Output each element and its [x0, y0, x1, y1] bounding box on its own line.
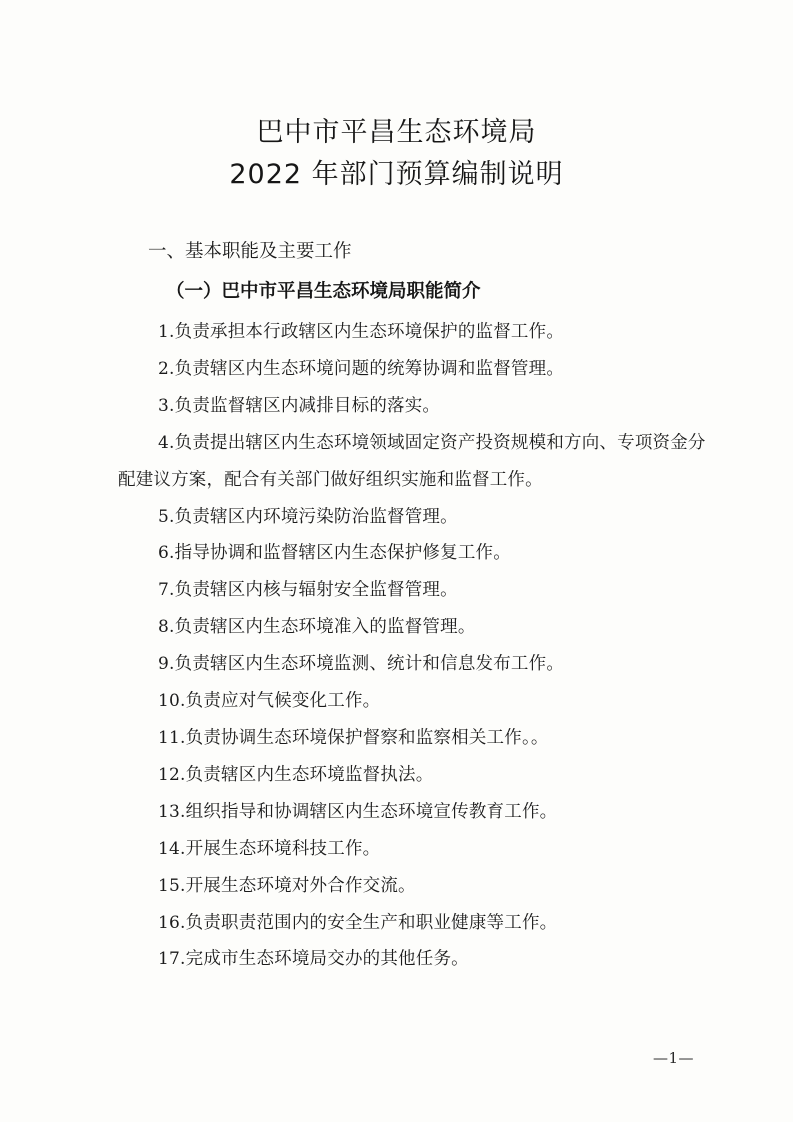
list-item-text: 负责辖区内生态环境准入的监督管理。 [174, 617, 476, 638]
list-item-number: 10. [158, 691, 186, 712]
list-item-number: 17. [158, 949, 186, 970]
list-item [118, 941, 718, 978]
list-item-text: 负责协调生态环境保护督察和监察相关工作。。 [185, 727, 549, 748]
list-item [118, 720, 718, 757]
list-item [118, 609, 718, 646]
list-item-number: 3. [158, 395, 175, 416]
page-number: —1— [653, 1049, 695, 1067]
title-line-1: 巴中市平昌生态环境局 [256, 117, 537, 148]
list-item [118, 757, 718, 794]
list-item [118, 794, 718, 831]
list-item-text: 负责辖区内生态环境监测、统计和信息发布工作。 [174, 654, 565, 675]
list-item-text: 指导协调和监督辖区内生态保护修复工作。 [174, 543, 511, 564]
list-item-text: 负责监督辖区内减排目标的落实。 [174, 395, 441, 416]
duty-list [118, 314, 718, 978]
title-line-2: 2022 年部门预算编制说明 [229, 159, 564, 190]
list-item [118, 425, 718, 499]
list-item-number: 12. [158, 764, 186, 785]
list-item-text: 负责辖区内生态环境监督执法。 [185, 764, 434, 785]
list-item-number: 16. [158, 912, 186, 933]
list-item-text: 组织指导和协调辖区内生态环境宣传教育工作。 [185, 801, 558, 822]
list-item [118, 314, 718, 351]
list-item [118, 572, 718, 609]
list-item-number: 15. [158, 875, 186, 896]
list-item-text: 负责提出辖区内生态环境领域固定资产投资规模和方向、专项资金分配建议方案，配合有关部门做好组织实施和监督工作。 [118, 432, 706, 490]
list-item-text: 负责应对气候变化工作。 [185, 691, 381, 712]
list-item [118, 499, 718, 536]
list-item-text: 负责辖区内生态环境问题的统筹协调和监督管理。 [174, 358, 565, 379]
list-item-number: 13. [158, 801, 186, 822]
list-item [118, 388, 718, 425]
list-item-text: 开展生态环境对外合作交流。 [185, 875, 416, 896]
list-item [118, 683, 718, 720]
list-item-number: 2. [158, 358, 175, 379]
list-item-text: 负责辖区内核与辐射安全监督管理。 [174, 580, 458, 601]
list-item-number: 8. [158, 617, 175, 638]
list-item-number: 6. [158, 543, 175, 564]
section-heading: 一、基本职能及主要工作 [148, 241, 352, 262]
document-title [0, 113, 793, 195]
list-item [118, 646, 718, 683]
list-item [118, 868, 718, 905]
subsection-heading: （一）巴中市平昌生态环境局职能简介 [166, 281, 481, 302]
list-item-number: 7. [158, 580, 175, 601]
list-item-number: 5. [158, 506, 175, 527]
list-item [118, 831, 718, 868]
list-item-text: 负责职责范围内的安全生产和职业健康等工作。 [185, 912, 558, 933]
list-item-text: 负责辖区内环境污染防治监督管理。 [174, 506, 458, 527]
list-item-number: 14. [158, 838, 186, 859]
list-item [118, 905, 718, 942]
list-item-number: 1. [158, 322, 175, 342]
list-item [118, 535, 718, 572]
list-item-number: 4. [158, 432, 175, 453]
list-item [118, 351, 718, 388]
list-item-number: 9. [158, 654, 175, 675]
list-item-text: 开展生态环境科技工作。 [185, 838, 381, 859]
list-item-text: 负责承担本行政辖区内生态环境保护的监督工作。 [174, 322, 565, 342]
list-item-text: 完成市生态环境局交办的其他任务。 [185, 949, 469, 970]
list-item-number: 11. [158, 727, 186, 748]
